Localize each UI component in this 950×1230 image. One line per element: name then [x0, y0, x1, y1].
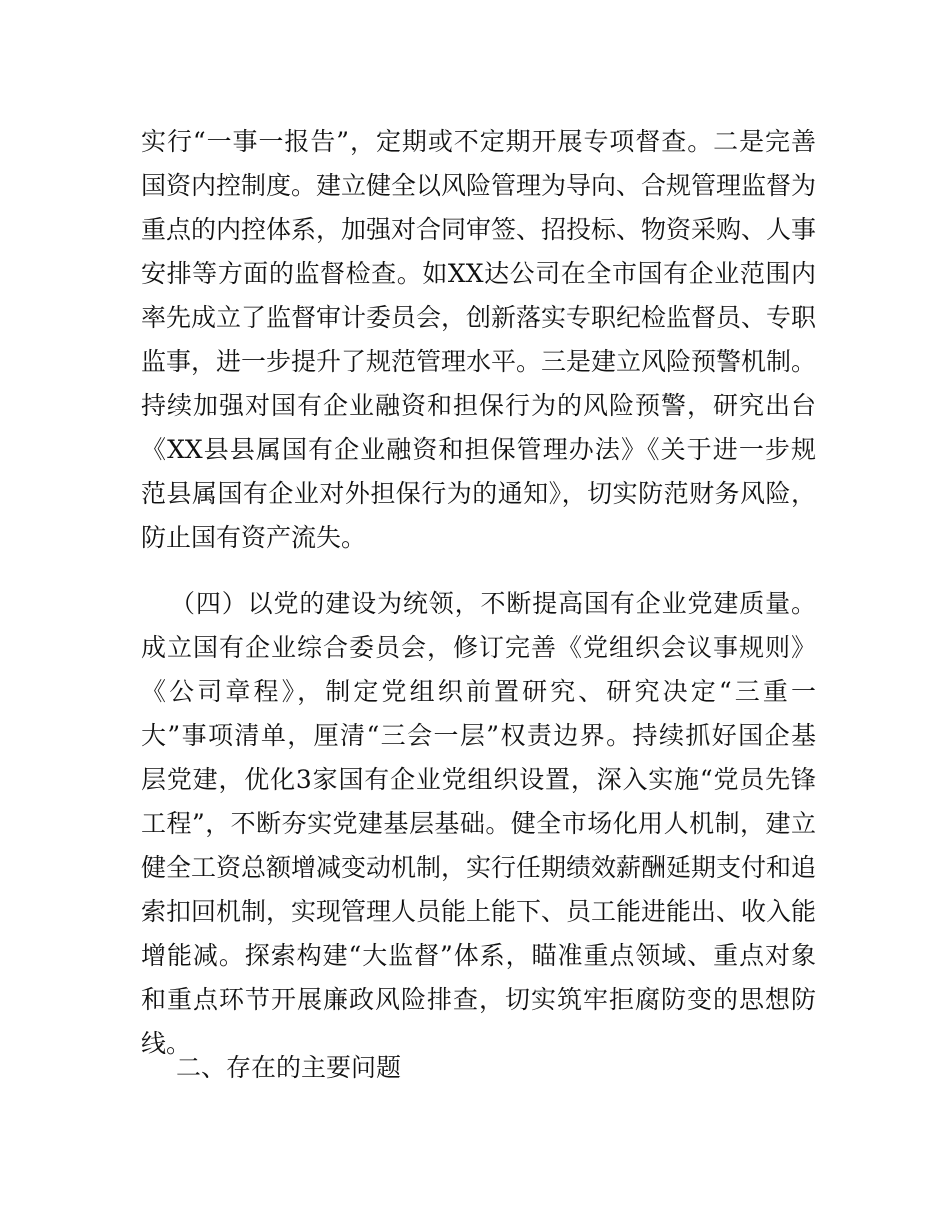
- text-line: 《公司章程》，制定党组织前置研究、研究决定“三重一: [141, 677, 816, 706]
- text-line: 工程”，不断夯实党建基层基础。健全市场化用人机制，建立: [141, 809, 816, 838]
- text-line: 大”事项清单，厘清“三会一层”权责边界。持续抓好国企基: [141, 721, 816, 750]
- text-line: 成立国有企业综合委员会，修订完善《党组织会议事规则》: [141, 633, 816, 662]
- text-line: 层党建，优化3家国有企业党组织设置，深入实施“党员先锋: [141, 765, 816, 794]
- text-line: 率先成立了监督审计委员会，创新落实专职纪检监督员、专职: [141, 303, 817, 332]
- text-line: （四）以党的建设为统领，不断提高国有企业党建质量。: [170, 589, 816, 618]
- text-line: 持续加强对国有企业融资和担保行为的风险预警，研究出台: [141, 391, 816, 420]
- text-line: 和重点环节开展廉政风险排查，切实筑牢拒腐防变的思想防: [141, 985, 816, 1014]
- text-line: 范县属国有企业对外担保行为的通知》，切实防范财务风险，: [141, 479, 816, 508]
- text-line: 增能减。探索构建“大监督”体系，瞄准重点领域、重点对象: [141, 941, 816, 970]
- text-line: 重点的内控体系，加强对合同审签、招投标、物资采购、人事: [141, 215, 817, 244]
- text-line: 监事，进一步提升了规范管理水平。三是建立风险预警机制。: [141, 347, 817, 376]
- text-line: 国资内控制度。建立健全以风险管理为导向、合规管理监督为: [141, 171, 817, 200]
- text-line: 实行“一事一报告”，定期或不定期开展专项督查。二是完善: [141, 127, 816, 156]
- text-line: 索扣回机制，实现管理人员能上能下、员工能进能出、收入能: [141, 897, 817, 926]
- text-line: 《XX县县属国有企业融资和担保管理办法》《关于进一步规: [141, 435, 816, 464]
- text-line: 线。: [141, 1029, 192, 1058]
- section-heading: 二、存在的主要问题: [176, 1053, 402, 1082]
- text-line: 防止国有资产流失。: [141, 523, 367, 552]
- text-line: 安排等方面的监督检查。如XX达公司在全市国有企业范围内: [141, 259, 816, 288]
- text-line: 健全工资总额增减变动机制，实行任期绩效薪酬延期支付和追: [141, 853, 817, 882]
